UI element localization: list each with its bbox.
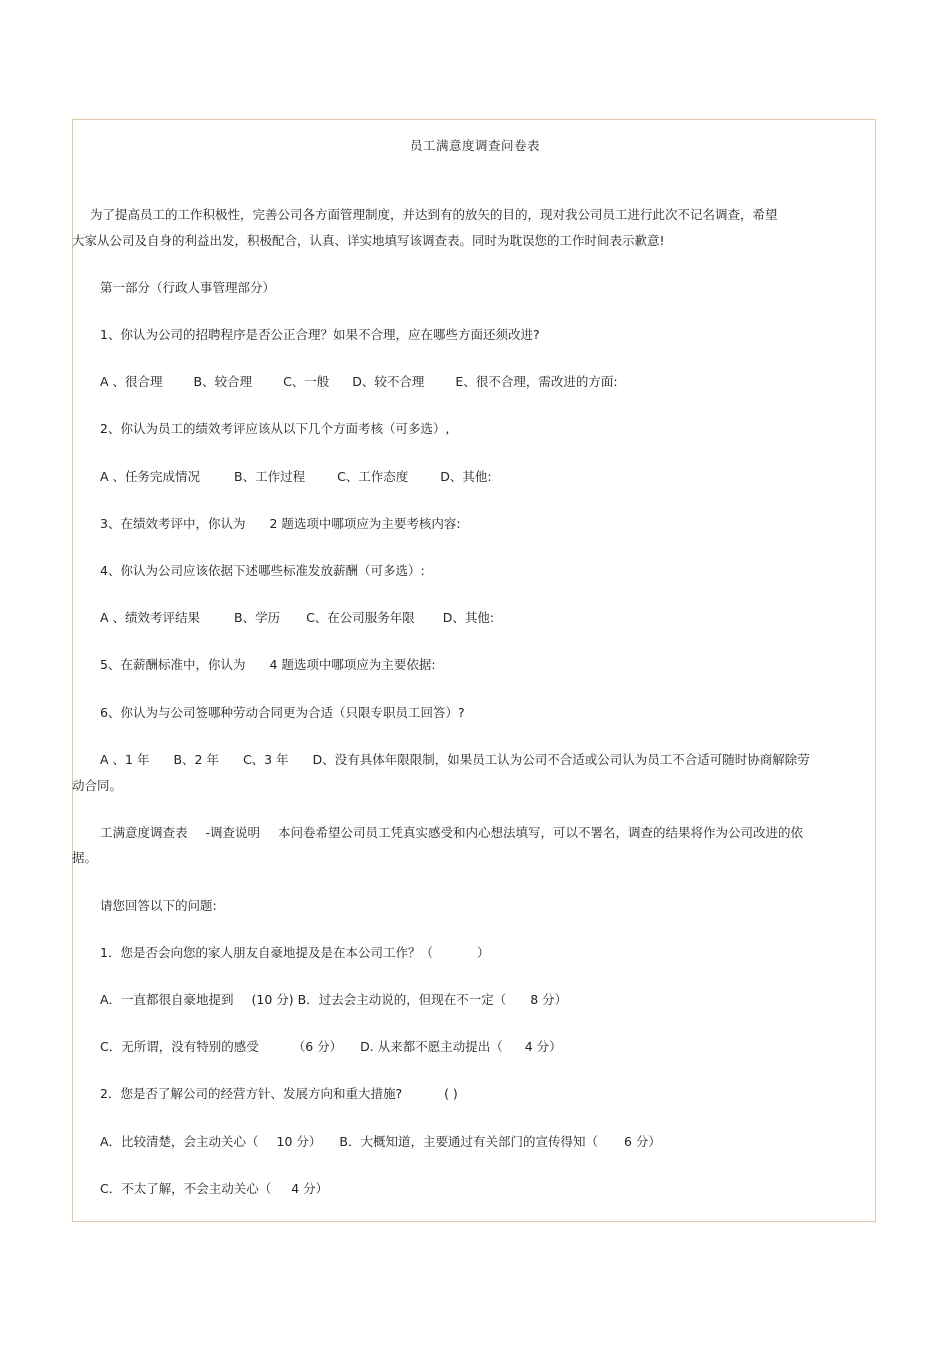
q2-option-a: A 、任务完成情况 (100, 469, 201, 484)
note-continuation: 据。 (72, 850, 98, 865)
p2-q1-option-b-score: 8 分） (530, 992, 568, 1007)
q6-option-b: B、2 年 (173, 752, 219, 767)
p2-q2-option-a: A．比较清楚，会主动关心（ (100, 1134, 259, 1149)
note-part-b: -调查说明 (205, 825, 261, 840)
q5-text (100, 657, 436, 673)
q1-option-a: A 、很合理 (100, 374, 163, 389)
q6-option-d: D、没有具体年限限制，如果员工认为公司不合适或公司认为员工不合适可随时协商解除劳 (312, 752, 810, 767)
p2-q2-option-b-score: 6 分） (623, 1134, 661, 1149)
intro-line-2: 大家从公司及自身的利益出发，积极配合，认真、详实地填写该调查表。同时为耽误您的工作时间表示歉意! (72, 233, 665, 248)
part2-heading: 请您回答以下的问题: (100, 898, 217, 913)
q2-options (100, 469, 492, 485)
q4-text: 4、你认为公司应该依据下述哪些标准发放薪酬（可多选）: (100, 563, 425, 578)
note-part-c: 本问卷希望公司员工凭真实感受和内心想法填写，可以不署名，调查的结果将作为公司改进的依 (278, 825, 804, 840)
q1-option-e: E、很不合理，需改进的方面: (455, 374, 618, 389)
q5-text-b: 4 题选项中哪项应为主要依据: (269, 657, 436, 672)
q4-option-c: C、在公司服务年限 (306, 610, 415, 625)
p2-q1-row2 (100, 1039, 562, 1055)
p2-q1-option-c: C．无所谓，没有特别的感受 (100, 1039, 259, 1054)
survey-note (100, 825, 803, 841)
page-title: 员工满意度调查问卷表 (409, 138, 540, 153)
p2-q1-option-b: (10 分) B．过去会主动说的，但现在不一定（ (251, 992, 507, 1007)
q1-text: 1、你认为公司的招聘程序是否公正合理？如果不合理，应在哪些方面还须改进? (100, 327, 540, 342)
q1-options (100, 374, 618, 390)
p2-q2-text-a: 2．您是否了解公司的经营方针、发展方向和重大措施? (100, 1086, 403, 1101)
q5-text-a: 5、在薪酬标准中，你认为 (100, 657, 246, 672)
p2-q1-row1 (100, 992, 567, 1008)
p2-q1-option-c-score: （6 分） (292, 1039, 343, 1054)
q6-options (100, 752, 810, 768)
p2-q1-option-d: D. 从来都不愿主动提出（ (360, 1039, 503, 1054)
p2-q2-option-a-score: 10 分） (276, 1134, 322, 1149)
p2-q2-row2 (100, 1181, 328, 1197)
q4-option-a: A 、绩效考评结果 (100, 610, 201, 625)
p2-q2-option-c: C．不太了解，不会主动关心（ (100, 1181, 272, 1196)
q2-text: 2、你认为员工的绩效考评应该从以下几个方面考核（可多选）, (100, 421, 450, 436)
q4-option-b: B、学历 (234, 610, 281, 625)
p2-q1-text (100, 945, 489, 961)
note-part-a: 工满意度调查表 (100, 825, 188, 840)
p2-q1-option-d-score: 4 分） (524, 1039, 562, 1054)
intro-line-1: 为了提高员工的工作积极性，完善公司各方面管理制度，并达到有的放矢的目的，现对我公司员工进行此次不记名调查，希望 (90, 207, 778, 222)
q6-option-c: C、3 年 (242, 752, 289, 767)
q6-text: 6、你认为与公司签哪种劳动合同更为合适（只限专职员工回答）? (100, 705, 465, 720)
q4-option-d: D、其他: (442, 610, 495, 625)
p2-q1-text-b: ） (476, 945, 490, 960)
p2-q2-row1 (100, 1134, 661, 1150)
p2-q2-option-b: B．大概知道，主要通过有关部门的宣传得知（ (339, 1134, 598, 1149)
p2-q2-text-b: ( ) (444, 1086, 458, 1101)
p2-q2-text (100, 1086, 458, 1102)
p2-q2-option-c-score: 4 分） (291, 1181, 329, 1196)
q2-option-b: B、工作过程 (234, 469, 306, 484)
part1-heading: 第一部分（行政人事管理部分） (100, 280, 276, 295)
q2-option-d: D、其他: (440, 469, 492, 484)
q3-text (100, 516, 461, 532)
p2-q1-option-a: A．一直都很自豪地提到 (100, 992, 234, 1007)
q1-option-d: D、较不合理 (352, 374, 425, 389)
q2-option-c: C、工作态度 (337, 469, 409, 484)
p2-q1-text-a: 1．您是否会向您的家人朋友自豪地提及是在本公司工作？（ (100, 945, 433, 960)
q3-text-a: 3、在绩效考评中，你认为 (100, 516, 246, 531)
q6-option-a: A 、1 年 (100, 752, 150, 767)
q1-option-b: B、较合理 (193, 374, 253, 389)
q6-continuation: 动合同。 (72, 778, 123, 793)
q1-option-c: C、一般 (283, 374, 330, 389)
q4-options (100, 610, 494, 626)
q3-text-b: 2 题选项中哪项应为主要考核内容: (269, 516, 461, 531)
